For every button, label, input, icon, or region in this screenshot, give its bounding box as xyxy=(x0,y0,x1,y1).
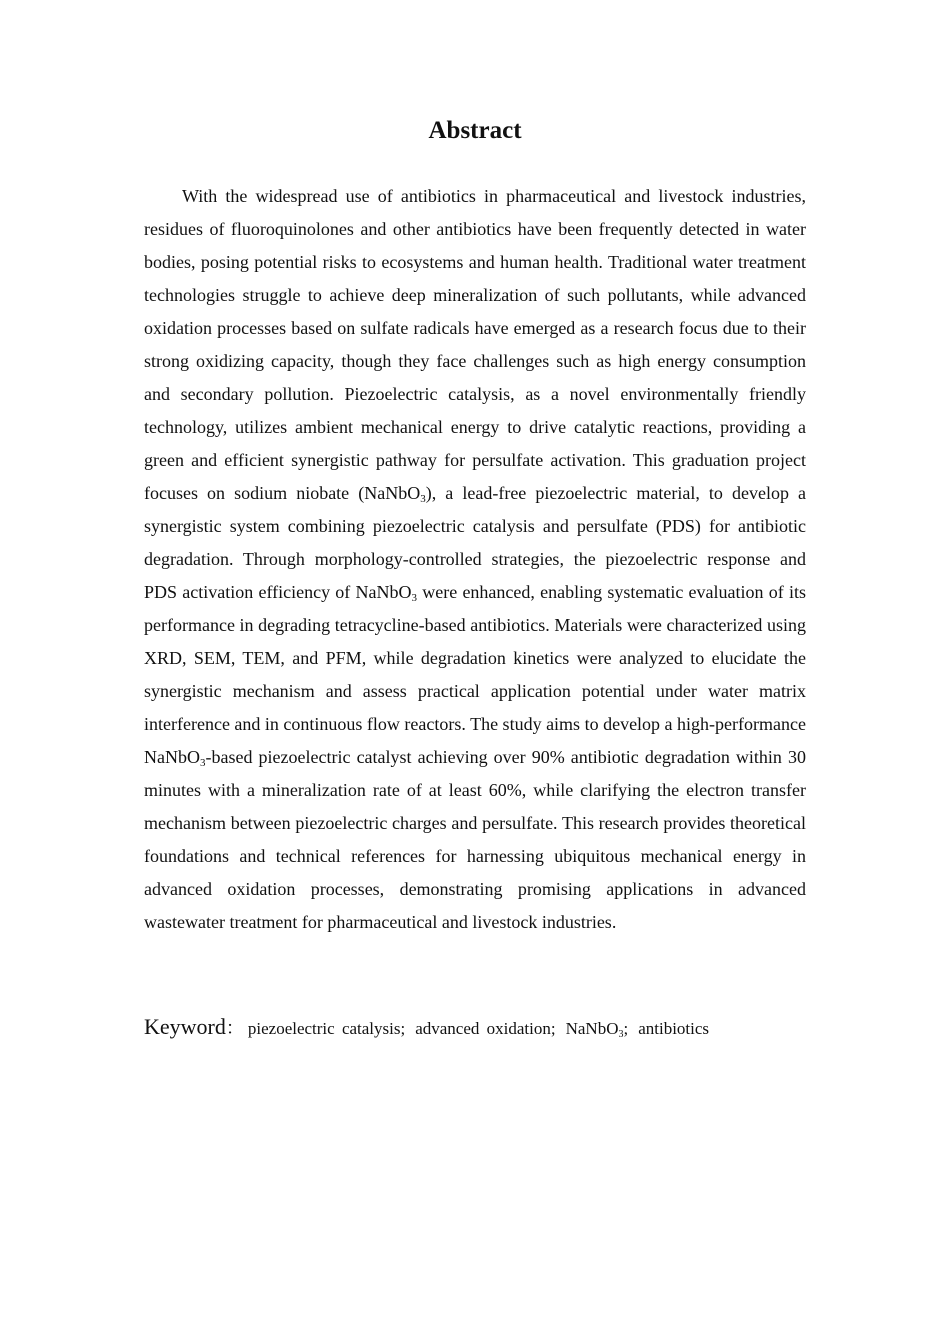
abstract-title: Abstract xyxy=(428,117,522,144)
keyword-item xyxy=(566,1019,629,1038)
subscript-3: 3 xyxy=(200,757,206,769)
keyword-item: piezoelectric catalysis; xyxy=(247,1019,406,1038)
abstract-text-part-3: were enhanced, enabling systematic evaluation of its performance in degrading tetracycline-based antibiotics. Materials were characterized using XRD, SEM, TEM, and PFM, while degradation kinetics were analyzed to elucidate the synergistic mechanism and assess practical application potential under water matrix interference and in continuous flow reactors. The study aims to develop a high-performance NaNbO xyxy=(144,582,806,767)
subscript-3: 3 xyxy=(420,493,426,505)
keywords-label: Keyword xyxy=(144,1014,226,1039)
keyword-item: antibiotics xyxy=(638,1019,710,1038)
subscript-3: 3 xyxy=(618,1029,624,1040)
abstract-text-part-1: With the widespread use of antibiotics in pharmaceutical and livestock industries, residues of fluoroquinolones and other antibiotics have been frequently detected in water bodies, posing potential risks to ecosystems and human health. Traditional water treatment technologies struggle to achieve deep mineralization of such pollutants, while advanced oxidation processes based on sulfate radicals have emerged as a research focus due to their strong oxidizing capacity, though they face challenges such as high energy consumption and secondary pollution. Piezoelectric catalysis, as a novel environmentally friendly technology, utilizes ambient mechanical energy to drive catalytic reactions, providing a green and efficient synergistic pathway for persulfate activation. This graduation project focuses on sodium niobate (NaNbO xyxy=(144,186,806,503)
keywords-separator: ： xyxy=(225,1018,244,1038)
subscript-3: 3 xyxy=(411,592,418,604)
keyword-punct: ; xyxy=(623,1019,629,1038)
abstract-text-part-2: ), a lead-free piezoelectric material, to develop a synergistic system combining piezoelectric catalysis and persulfate (PDS) for antibiotic degradation. Through morphology-controlled strategies, the piezoelectric response and PDS activation efficiency of NaNbO xyxy=(144,483,807,602)
abstract-text-part-4: -based piezoelectric catalyst achieving over 90% antibiotic degradation within 30 minutes with a mineralization rate of at least 60%, while clarifying the electron transfer mechanism between piezoelectric charges and persulfate. This research provides theoretical foundations and technical references for harnessing ubiquitous mechanical energy in advanced oxidation processes, demonstrating promising applications in advanced wastewater treatment for pharmaceutical and livestock industries. xyxy=(144,747,806,932)
keyword-formula: NaNbO xyxy=(565,1019,619,1038)
abstract-paragraph xyxy=(144,180,806,939)
keyword-item: advanced oxidation; xyxy=(415,1019,556,1038)
keywords-line xyxy=(144,1010,806,1045)
